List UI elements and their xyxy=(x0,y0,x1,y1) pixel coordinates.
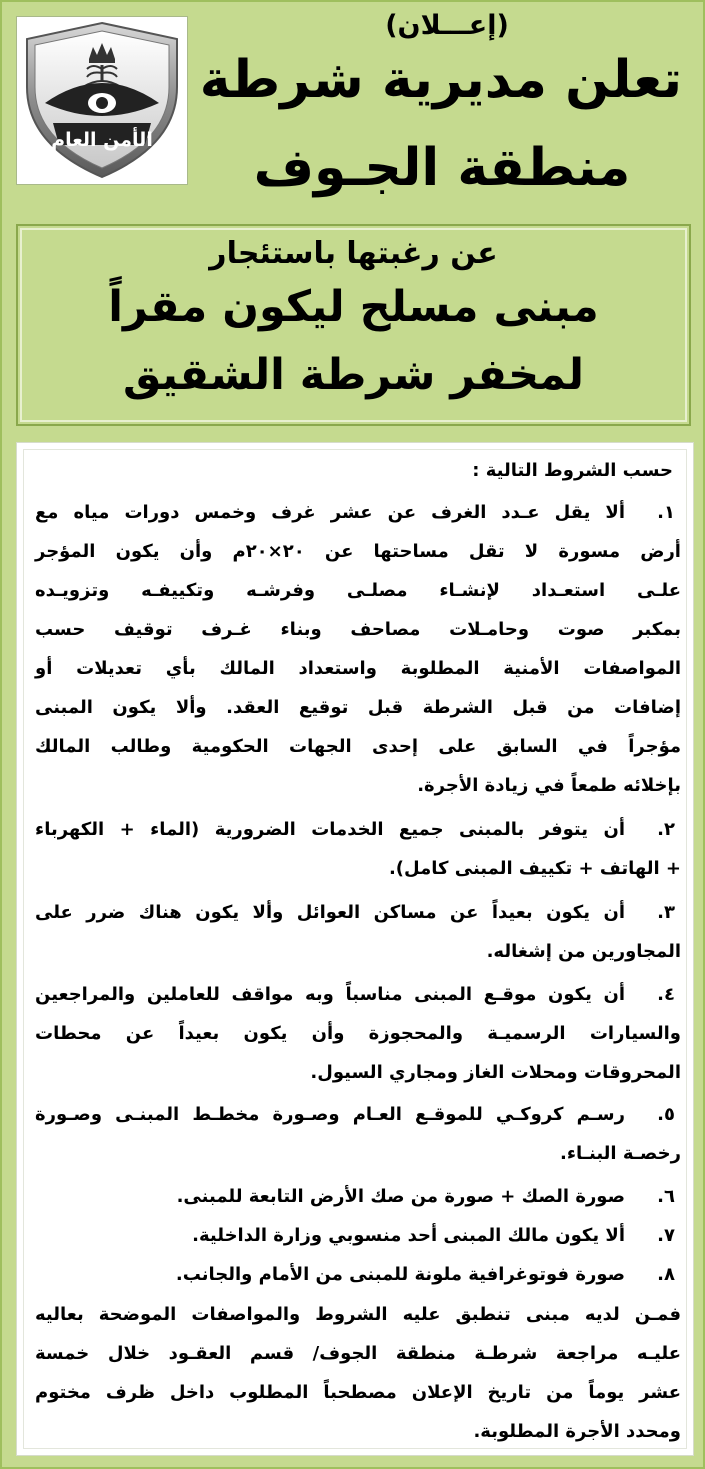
item-line: مؤجراً في السابق على إحدى الجهات الحكومية وطالب المالك xyxy=(35,736,681,757)
item-line: رسـم كروكـي للموقـع العـام وصـورة مخطـط المبنـى وصـورة xyxy=(35,1104,625,1125)
item-number: ٥. xyxy=(657,1104,675,1125)
title-line-2: منطقة الجـوف xyxy=(253,138,631,198)
item-line: صورة الصك + صورة من صك الأرض التابعة للمبنى. xyxy=(176,1186,625,1207)
title-line-1: تعلن مديرية شرطة xyxy=(199,50,682,110)
conditions-intro: حسب الشروط التالية : xyxy=(472,460,673,481)
item-line: ألا يكون مالك المبنى أحد منسوبي وزارة الداخلية. xyxy=(192,1225,625,1246)
item-line: بمكبر صوت وحامـلات مصاحف وبناء غـرف توقيف حسب xyxy=(35,619,681,640)
public-security-emblem-icon xyxy=(17,17,187,184)
item-number: ٣. xyxy=(657,902,675,923)
item-line: ألا يقل عـدد الغرف عن عشر غرف وخمس دورات مياه مع xyxy=(35,502,625,523)
item-line: المحروقات ومحلات الغاز ومجاري السيول. xyxy=(310,1062,681,1083)
purpose-line-1: عن رغبتها باستئجار xyxy=(209,236,498,271)
item-line: بإخلائه طمعاً في زيادة الأجرة. xyxy=(417,775,681,796)
logo xyxy=(16,16,188,185)
item-line: علـى استعـداد لإنشـاء مصلـى وفرشـه وتكييفـه وتزويـده xyxy=(35,580,681,601)
item-line: أن يكون موقـع المبنى مناسباً وبه مواقف للعاملين والمراجعين xyxy=(35,984,625,1005)
closing-line: فمـن لديه مبنى تنطبق عليه الشروط والمواصفات الموضحة بعاليه xyxy=(35,1304,681,1325)
announcement-label: (إعـــلان) xyxy=(385,10,509,41)
conditions-box xyxy=(16,442,694,1456)
item-line: المجاورين من إشغاله. xyxy=(486,941,681,962)
item-line: صورة فوتوغرافية ملونة للمبنى من الأمام والجانب. xyxy=(175,1264,625,1285)
item-line: إضافات من قبل الشرطة قبل توقيع العقد. وألا يكون المبنى xyxy=(35,697,681,718)
purpose-line-3: لمخفر شرطة الشقيق xyxy=(122,350,585,400)
closing-line: عليـه مراجعة شرطـة منطقة الجوف/ قسم العقـود خلال خمسة xyxy=(35,1343,681,1364)
item-number: ٦. xyxy=(657,1186,675,1207)
logo-text: الأمن العام xyxy=(51,129,153,151)
item-line: أن يتوفر بالمبنى جميع الخدمات الضرورية (الماء + الكهرباء xyxy=(35,819,625,840)
item-number: ١. xyxy=(657,502,675,523)
purpose-box xyxy=(16,224,691,426)
item-line: + الهاتف + تكييف المبنى كامل). xyxy=(388,858,681,879)
item-number: ٧. xyxy=(657,1225,675,1246)
closing-line: ومحدد الأجرة المطلوبة. xyxy=(473,1421,681,1442)
purpose-line-2: مبنى مسلح ليكون مقراً xyxy=(108,282,599,332)
item-number: ٨. xyxy=(657,1264,675,1285)
item-line: أرض مسورة لا تقل مساحتها عن ٢٠×٢٠م وأن يكون المؤجر xyxy=(35,541,681,562)
item-line: أن يكون بعيداً عن مساكن العوائل وألا يكون هناك ضرر على xyxy=(35,902,625,923)
item-line: والسيارات الرسميـة والمحجوزة وأن يكون بعيداً عن محطات xyxy=(35,1023,681,1044)
item-number: ٤. xyxy=(657,984,675,1005)
item-line: رخصـة البنـاء. xyxy=(560,1143,681,1164)
item-number: ٢. xyxy=(657,819,675,840)
item-line: المواصفات الأمنية المطلوبة واستعداد المالك بأي تعديلات أو xyxy=(35,658,681,679)
closing-line: عشر يوماً من تاريخ الإعلان مصطحباً المطلوب داخل ظرف مختوم xyxy=(35,1382,681,1403)
header xyxy=(2,2,705,217)
